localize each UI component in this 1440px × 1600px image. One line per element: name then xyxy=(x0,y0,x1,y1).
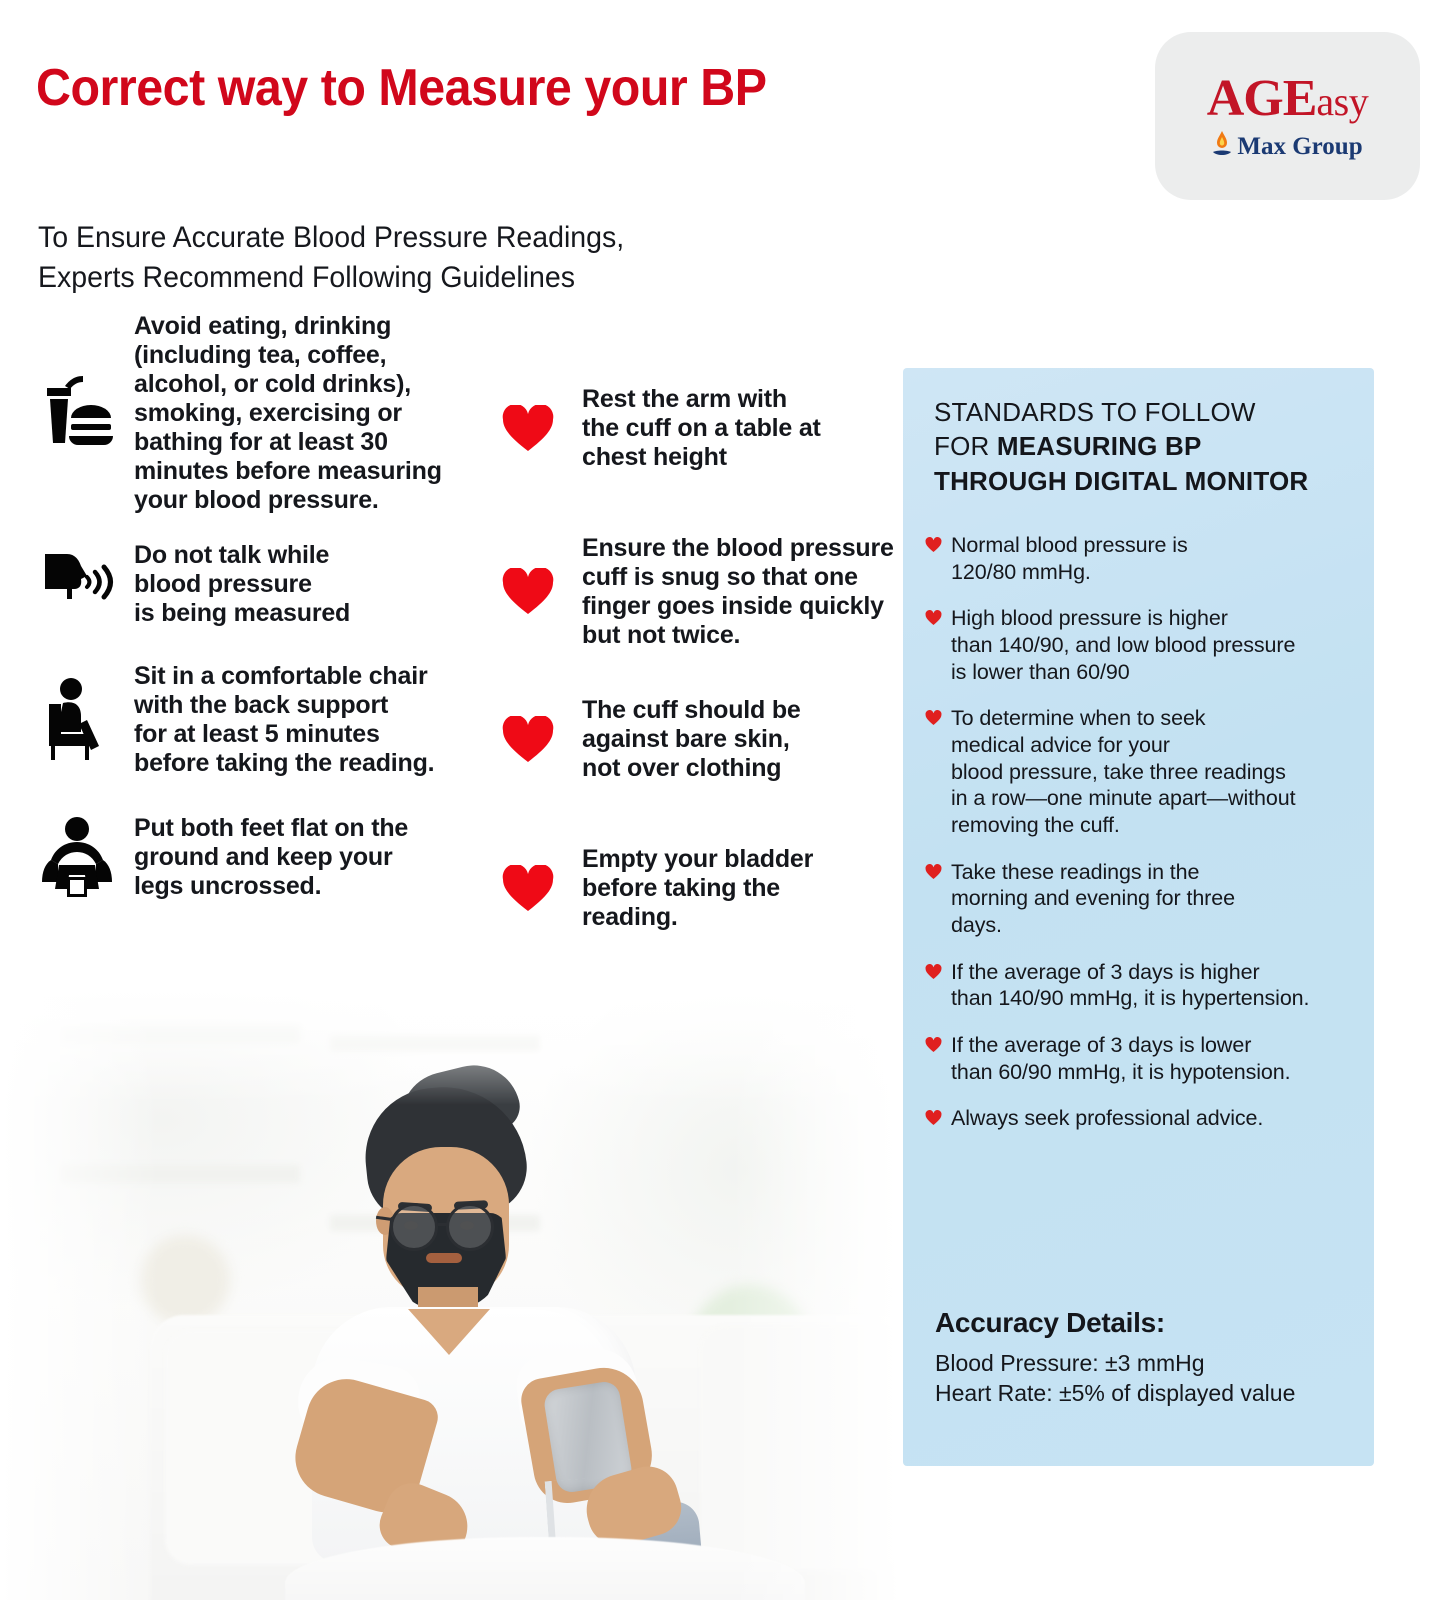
tip-line: cuff is snug so that one xyxy=(582,563,858,591)
list-line: than 140/90, and low blood pressure xyxy=(951,632,1296,657)
list-line: Take these readings in the xyxy=(951,859,1200,884)
list-item-text xyxy=(951,1105,1263,1132)
tip-line: (including tea, coffee, xyxy=(134,341,387,369)
heart-bullet-icon xyxy=(925,610,942,685)
standards-panel xyxy=(903,368,1374,1466)
logo-asy-text: asy xyxy=(1316,79,1369,124)
tip-line: against bare skin, xyxy=(582,725,790,753)
person-figure xyxy=(250,1085,690,1600)
list-item-text xyxy=(951,532,1188,585)
panel-title-line-2 xyxy=(934,429,1308,463)
heart-bullet-icon xyxy=(925,1110,942,1132)
glasses-lens-left xyxy=(390,1203,438,1251)
tip-line: finger goes inside quickly xyxy=(582,592,884,620)
heart-bullet-icon xyxy=(925,537,942,585)
glasses-lens-right xyxy=(446,1203,494,1251)
tip-text xyxy=(134,312,442,515)
tip-line: before taking the xyxy=(582,874,781,902)
food-drink-icon xyxy=(36,366,118,462)
panel-title-measuring-bp: MEASURING BP xyxy=(996,431,1202,462)
tip-line: is being measured xyxy=(134,599,351,627)
panel-title-line-3: THROUGH DIGITAL MONITOR xyxy=(934,465,1309,496)
tip-line: Put both feet flat on the xyxy=(134,814,409,842)
tip-line: Sit in a comfortable chair xyxy=(134,662,428,690)
tip-line: minutes before measuring xyxy=(134,457,442,485)
tip-text xyxy=(134,814,408,901)
list-item xyxy=(925,959,1365,1012)
speaking-head-icon xyxy=(36,548,118,622)
tip-avoid-eating-drinking xyxy=(36,312,486,515)
tip-line: for at least 5 minutes xyxy=(134,720,380,748)
tip-text xyxy=(582,845,813,932)
tip-empty-bladder xyxy=(490,845,900,932)
list-item xyxy=(925,532,1365,585)
photo-fade-left xyxy=(0,985,160,1600)
heart-icon xyxy=(490,568,566,616)
tip-line: reading. xyxy=(582,903,678,931)
accuracy-blood-pressure: Blood Pressure: ±3 mmHg xyxy=(935,1350,1205,1377)
tip-line: Empty your bladder xyxy=(582,845,814,873)
list-line: Always seek professional advice. xyxy=(951,1106,1264,1131)
tip-do-not-talk xyxy=(36,541,486,628)
tip-line: smoking, exercising or xyxy=(134,399,402,427)
subtitle xyxy=(38,218,779,297)
tip-line: with the back support xyxy=(134,691,389,719)
heart-icon xyxy=(490,865,566,913)
tip-line: the cuff on a table at xyxy=(582,414,821,442)
tip-line: Do not talk while xyxy=(134,541,330,569)
logo-age-text: AGE xyxy=(1206,70,1317,127)
flame-lamp-icon xyxy=(1212,129,1232,164)
man-measuring-blood-pressure-photo xyxy=(0,985,900,1600)
heart-bullet-icon xyxy=(925,1037,942,1085)
tip-cuff-snug xyxy=(490,534,900,650)
tip-cuff-bare-skin xyxy=(490,696,900,783)
tip-line: bathing for at least 30 xyxy=(134,428,388,456)
tip-line: chest height xyxy=(582,443,727,471)
logo-wordmark xyxy=(1155,70,1420,127)
list-line: To determine when to seek xyxy=(951,706,1206,731)
tip-line: legs uncrossed. xyxy=(134,872,322,900)
tip-line: your blood pressure. xyxy=(134,486,379,514)
mouth xyxy=(426,1253,462,1263)
tip-line: blood pressure xyxy=(134,570,312,598)
panel-title xyxy=(934,395,1308,498)
list-line: medical advice for your xyxy=(951,732,1170,757)
tip-line: alcohol, or cold drinks), xyxy=(134,370,411,398)
list-line: removing the cuff. xyxy=(951,812,1120,837)
list-line: If the average of 3 days is lower xyxy=(951,1032,1252,1057)
tip-text xyxy=(134,541,350,628)
list-line: morning and evening for three xyxy=(951,886,1235,911)
list-line: days. xyxy=(951,912,1002,937)
list-line: than 60/90 mmHg, it is hypotension. xyxy=(951,1059,1291,1084)
list-item-text xyxy=(951,705,1295,838)
tip-line: ground and keep your xyxy=(134,843,393,871)
panel-title-line-1: STANDARDS TO FOLLOW xyxy=(934,397,1256,427)
list-item-text xyxy=(951,859,1235,939)
list-item xyxy=(925,1105,1365,1132)
tip-line: The cuff should be xyxy=(582,696,801,724)
list-line: High blood pressure is higher xyxy=(951,606,1228,631)
tip-line: Rest the arm with xyxy=(582,385,787,413)
list-line: is lower than 60/90 xyxy=(951,659,1130,684)
tips-column-left xyxy=(36,312,486,927)
list-line: 120/80 mmHg. xyxy=(951,559,1091,584)
page-title: Correct way to Measure your BP xyxy=(36,59,767,117)
tip-line: not over clothing xyxy=(582,754,782,782)
tip-text xyxy=(582,534,894,650)
list-line: Normal blood pressure is xyxy=(951,533,1188,557)
list-line: in a row—one minute apart—without xyxy=(951,786,1296,811)
list-item-text xyxy=(951,605,1295,685)
accuracy-heart-rate: Heart Rate: ±5% of displayed value xyxy=(935,1379,1296,1406)
tip-line: before taking the reading. xyxy=(134,749,435,777)
tip-text xyxy=(582,385,821,472)
person-sitting-chair-icon xyxy=(36,676,118,764)
tip-rest-arm-chest-height xyxy=(490,385,900,472)
accuracy-details xyxy=(935,1307,1355,1408)
list-item xyxy=(925,859,1365,939)
list-line: than 140/90 mmHg, it is hypertension. xyxy=(951,986,1310,1011)
heart-bullet-icon xyxy=(925,710,942,838)
photo-fade-right xyxy=(730,985,900,1600)
glasses-bridge xyxy=(438,1223,448,1226)
subtitle-line-1: To Ensure Accurate Blood Pressure Readings, xyxy=(38,221,625,254)
tips-column-middle xyxy=(490,385,900,984)
feet-flat-posture-icon xyxy=(36,815,118,901)
subtitle-line-2: Experts Recommend Following Guidelines xyxy=(38,260,576,294)
heart-bullet-icon xyxy=(925,964,942,1012)
list-item xyxy=(925,1032,1365,1085)
tip-line: Avoid eating, drinking xyxy=(134,312,392,340)
heart-icon xyxy=(490,716,566,764)
tip-sit-comfortable-chair xyxy=(36,662,486,778)
tip-text xyxy=(134,662,434,778)
list-item xyxy=(925,605,1365,685)
list-item-text xyxy=(951,1032,1291,1085)
list-line: If the average of 3 days is higher xyxy=(951,959,1260,984)
list-line: blood pressure, take three readings xyxy=(951,759,1286,784)
tip-text xyxy=(582,696,801,783)
logo-group-text: Max Group xyxy=(1237,132,1363,160)
brand-logo xyxy=(1155,32,1420,200)
tip-line: but not twice. xyxy=(582,621,741,649)
heart-icon xyxy=(490,405,566,453)
tip-line: Ensure the blood pressure xyxy=(582,534,894,562)
accuracy-title: Accuracy Details: xyxy=(935,1307,1165,1339)
standards-list xyxy=(925,532,1365,1152)
list-item xyxy=(925,705,1365,838)
heart-bullet-icon xyxy=(925,864,942,939)
panel-title-for: FOR xyxy=(934,431,997,462)
list-item-text xyxy=(951,959,1309,1012)
tip-feet-flat-uncrossed xyxy=(36,814,486,901)
